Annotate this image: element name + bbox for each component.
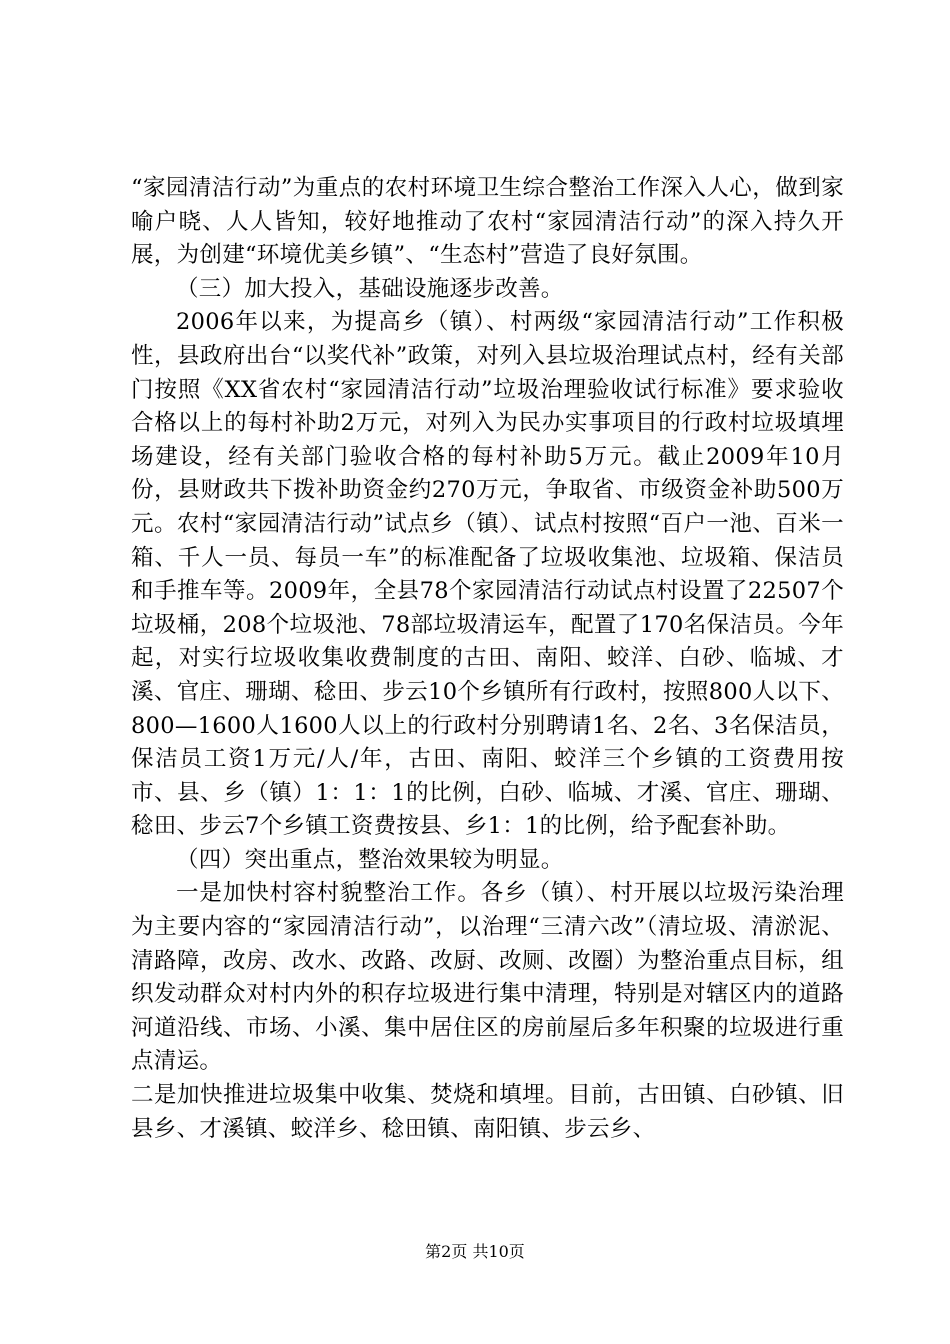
paragraph-garbage-collection: 二是加快推进垃圾集中收集、焚烧和填埋。目前，古田镇、白砂镇、旧县乡、才溪镇、蛟洋乡、稔田镇、南阳镇、步云乡、 <box>131 1082 844 1142</box>
document-body <box>131 172 844 1146</box>
paragraph-investment: 2006年以来，为提高乡（镇）、村两级“家园清洁行动”工作积极性，县政府出台“以奖代补”政策，对列入县垃圾治理试点村，经有关部门按照《XX省农村“家园清洁行动”垃圾治理验收试行标准》要求验收合格以上的每村补助2万元，对列入为民办实事项目的行政村垃圾填埋场建设，经有关部门验收合格的每村补助5万元。截止2009年10月份，县财政共下拨补助资金约270万元，争取省、市级资金补助500万元。农村“家园清洁行动”试点乡（镇）、试点村按照“百户一池、百米一箱、千人一员、每员一车”的标准配备了垃圾收集池、垃圾箱、保洁员和手推车等。2009年，全县78个家园清洁行动试点村设置了22507个垃圾桶，208个垃圾池、78部垃圾清运车，配置了170名保洁员。今年起，对实行垃圾收集收费制度的古田、南阳、蛟洋、白砂、临城、才溪、官庄、珊瑚、稔田、步云10个乡镇所有行政村，按照800人以下、800—1600人1600人以上的行政村分别聘请1名、2名、3名保洁员，保洁员工资1万元/人/年，古田、南阳、蛟洋三个乡镇的工资费用按市、县、乡（镇）1：1：1的比例，白砂、临城、才溪、官庄、珊瑚、稔田、步云7个乡镇工资费按县、乡1：1的比例，给予配套补助。 <box>131 309 844 840</box>
page-footer: 第2页 共10页 <box>425 1242 525 1261</box>
paragraph-1: “家园清洁行动”为重点的农村环境卫生综合整治工作深入人心，做到家喻户晓、人人皆知，较好地推动了农村“家园清洁行动”的深入持久开展，为创建“环境优美乡镇”、“生态村”营造了良好氛围。 <box>131 175 844 269</box>
section-heading-3: （三）加大投入，基础设施逐步改善。 <box>176 275 564 302</box>
section-heading-4: （四）突出重点，整治效果较为明显。 <box>176 846 564 873</box>
paragraph-village-renovation: 一是加快村容村貌整治工作。各乡（镇）、村开展以垃圾污染治理为主要内容的“家园清洁行动”，以治理“三清六改”（清垃圾、清淤泥、清路障，改房、改水、改路、改厨、改厕、改圈）为整治重点目标，组织发动群众对村内外的积存垃圾进行集中清理，特别是对辖区内的道路河道沿线、市场、小溪、集中居住区的房前屋后多年积聚的垃圾进行重点清运。 <box>131 880 844 1075</box>
